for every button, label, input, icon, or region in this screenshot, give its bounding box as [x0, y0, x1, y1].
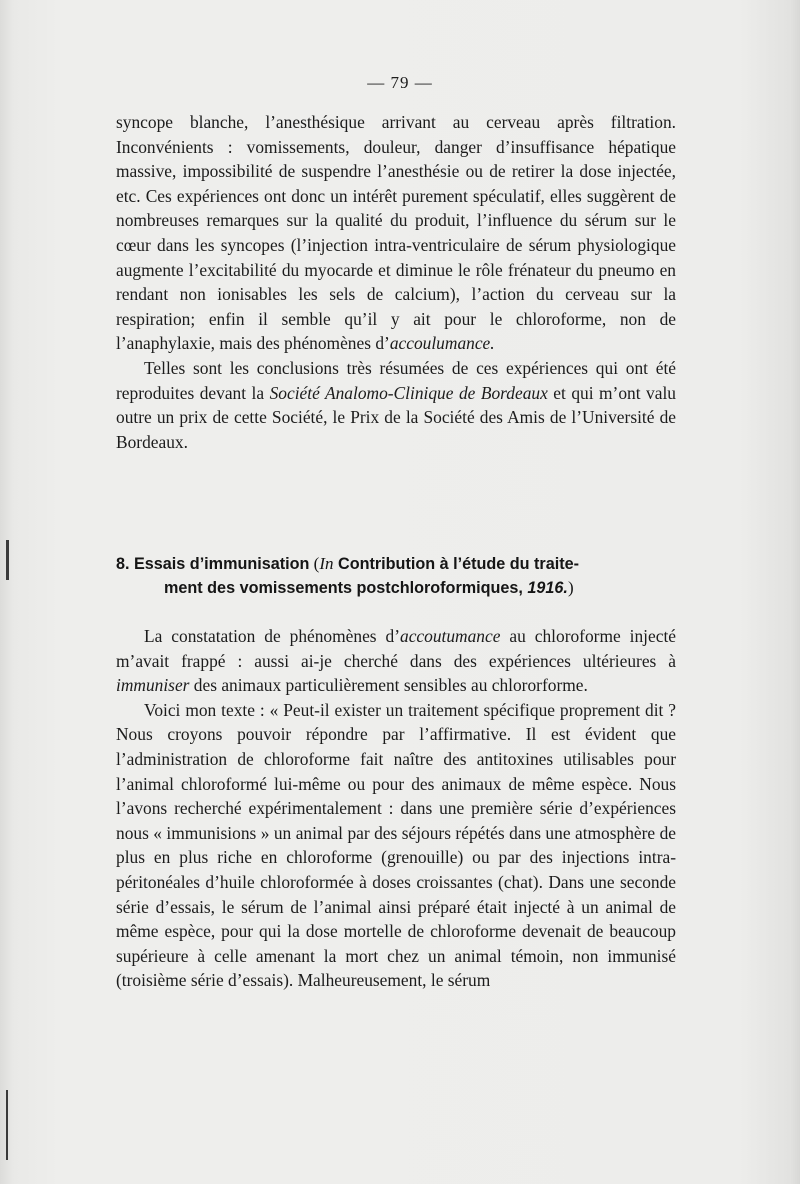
- left-margin-mark: [6, 1090, 8, 1160]
- text-block-bottom: [116, 624, 676, 993]
- section-heading: 8. Essais d’immunisation (In Contribution à l’étude du traite- ment des vomissements postchloroformiques, 1916.): [116, 552, 678, 600]
- left-margin-mark: [6, 540, 9, 580]
- section-heading-line2: ment des vomissements postchloroformiques, 1916.): [164, 578, 574, 597]
- paragraph-constatation: La constatation de phénomènes d’accoutumance au chloroforme injecté m’avait frappé : aussi ai-je cherché dans des expériences ultérieures à immuniser des animaux particulièrement sensibles au chlororforme.: [116, 626, 677, 696]
- paragraph-syncope: syncope blanche, l’anesthésique arrivant au cerveau après filtration. Inconvénients : vomissements, douleur, danger d’insuffisance hépatique massive, impossibilité de suspendre l’anesthésie ou de retirer la dose injectée, etc. Ces expériences ont donc un intérêt purement spéculatif, elles suggèrent de nombreuses remarques sur la qualité du produit, l’influence du sérum sur le cœur dans les syncopes (l’injection intra-ventriculaire de sérum physiologique augmente l’excitabilité du myocarde et diminue le rôle frénateur du pneumo en rendant non ionisables les sels de calcium), l’action du cerveau sur la respiration; enfin il semble qu’il y ait pour le chloroforme, non de l’anaphylaxie, mais des phénomènes d’accoulumance.: [116, 112, 676, 354]
- paragraph-conclusions: Telles sont les conclusions très résumées de ces expériences qui ont été reproduites devant la Société Analomo-Clinique de Bordeaux et qui m’ont valu outre un prix de cette Société, le Prix de la Société des Amis de l’Université de Bordeaux.: [116, 357, 676, 452]
- paragraph-texte: Voici mon texte : « Peut-il exister un traitement spécifique proprement dit ? Nous croyons pouvoir répondre par l’affirmative. Il est évident que l’administration de chloroforme fait naître des antitoxines utilisables pour l’animal chloroformé lui-même ou pour des animaux de même espèce. Nous l’avons recherché expérimentalement : dans une première série d’expériences nous « immunisions » un animal par des séjours répétés dans une atmosphère de plus en plus riche en chloroforme (grenouille) ou par des injections intra-péritonéales d’huile chloroformée à doses croissantes (chat). Dans une seconde série d’essais, le sérum de l’animal ainsi préparé était injecté à un animal de même espèce, pour qui la dose mortelle de chloroforme devenait de beaucoup supérieure à celle amenant la mort chez un animal témoin, non immunisé (troisième série d’essais). Malheureusement, le sérum: [116, 699, 676, 991]
- text-block-top: [116, 110, 676, 454]
- page-number: — 79 —: [367, 73, 433, 92]
